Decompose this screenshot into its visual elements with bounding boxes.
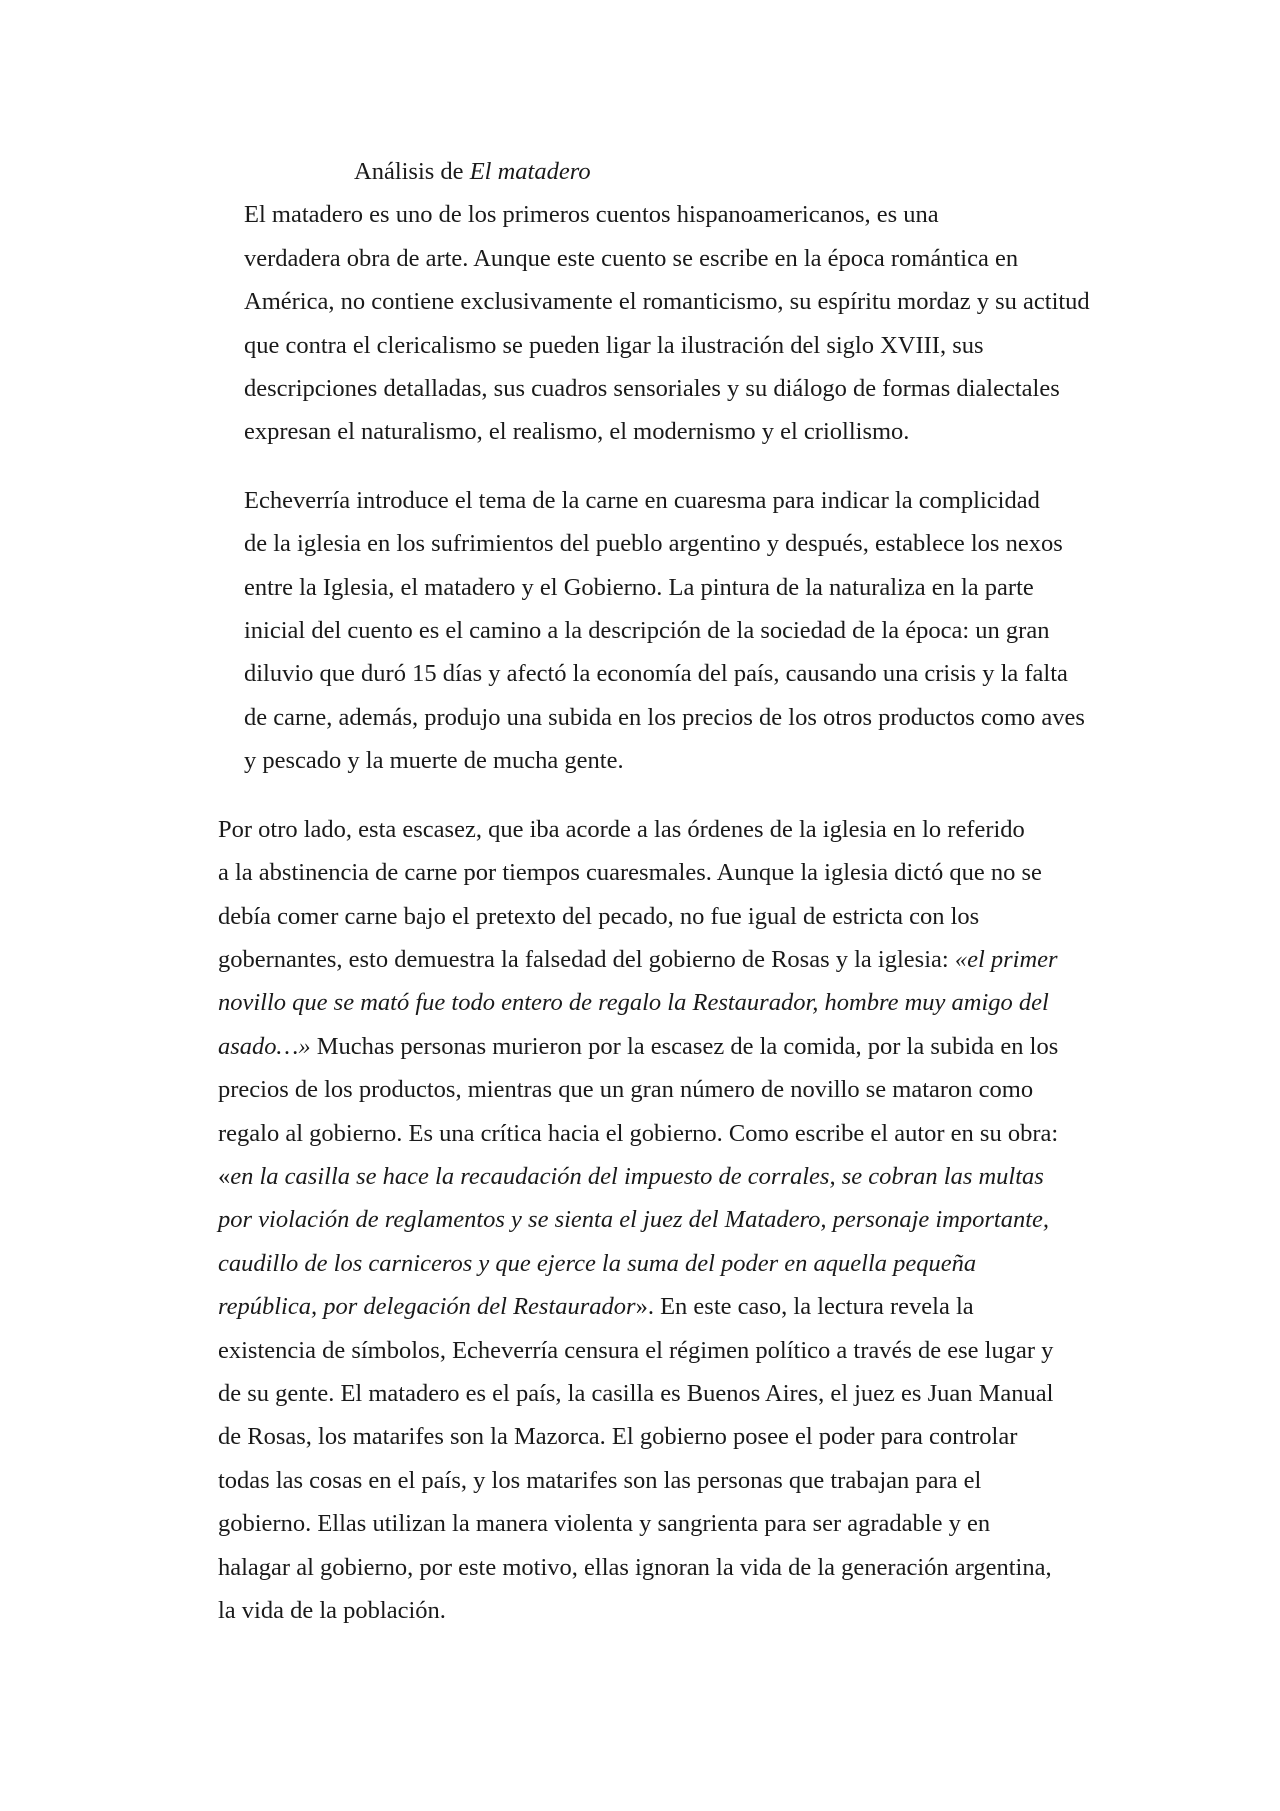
paragraph-line: halagar al gobierno, por este motivo, ellas ignoran la vida de la generación argentina, [218, 1553, 1052, 1581]
paragraph-line: descripciones detalladas, sus cuadros sensoriales y su diálogo de formas dialectales [244, 375, 1060, 403]
quote-open-mark: « [218, 1162, 231, 1190]
paragraph-line: a la abstinencia de carne por tiempos cuaresmales. Aunque la iglesia dictó que no se [218, 859, 1042, 887]
paragraph-line: Por otro lado, esta escasez, que iba acorde a las órdenes de la iglesia en lo referido [218, 815, 1025, 843]
paragraph-3 [192, 808, 1092, 1633]
paragraph-line: que contra el clericalismo se pueden ligar la ilustración del siglo XVIII, sus [244, 331, 984, 359]
title-work-name: El matadero [469, 158, 591, 185]
quote-text: «el primer [954, 945, 1058, 973]
paragraph-line: debía comer carne bajo el pretexto del pecado, no fue igual de estricta con los [218, 902, 980, 930]
quote-text: novillo que se mató fue todo entero de regalo la Restaurador, hombre muy amigo del [218, 989, 1049, 1017]
paragraph-line: precios de los productos, mientras que un gran número de novillo se mataron como [218, 1076, 1034, 1104]
document-body [192, 150, 1092, 1632]
paragraph-line: de Rosas, los matarifes son la Mazorca. El gobierno posee el poder para controlar [218, 1423, 1018, 1451]
paragraph-1 [192, 193, 1092, 453]
paragraph-line [192, 1285, 1092, 1328]
paragraph-line: y pescado y la muerte de mucha gente. [244, 747, 624, 775]
title-prefix: Análisis de [354, 158, 470, 185]
paragraph-line: la vida de la población. [218, 1597, 446, 1624]
paragraph-2 [192, 479, 1092, 783]
paragraph-line [192, 1155, 1092, 1198]
paragraph-line [192, 981, 1092, 1024]
paragraph-line: entre la Iglesia, el matadero y el Gobierno. La pintura de la naturaliza en la parte [244, 573, 1034, 601]
quote-continuation: Muchas personas murieron por la escasez de la comida, por la subida en los [310, 1032, 1059, 1060]
paragraph-line: regalo al gobierno. Es una crítica hacia el gobierno. Como escribe el autor en su obra: [218, 1119, 1059, 1147]
paragraph-line: de carne, además, produjo una subida en los precios de los otros productos como aves [244, 703, 1085, 731]
paragraph-line: diluvio que duró 15 días y afectó la economía del país, causando una crisis y la falta [244, 660, 1068, 688]
quote-text: caudillo de los carniceros y que ejerce la suma del poder en aquella pequeña [218, 1249, 977, 1277]
quote-text: en la casilla se hace la recaudación del impuesto de corrales, se cobran las multas [230, 1162, 1044, 1190]
paragraph-line [192, 938, 1092, 981]
paragraph-line: El matadero es uno de los primeros cuentos hispanoamericanos, es una [244, 201, 939, 229]
paragraph-line [192, 1025, 1092, 1068]
paragraph-line: existencia de símbolos, Echeverría censura el régimen político a través de ese lugar y [218, 1336, 1054, 1364]
document-title [192, 150, 1092, 193]
paragraph-line [192, 1242, 1092, 1285]
paragraph-line [192, 1198, 1092, 1241]
quote-lead-in: gobernantes, esto demuestra la falsedad del gobierno de Rosas y la iglesia: [218, 945, 955, 973]
paragraph-line: de la iglesia en los sufrimientos del pueblo argentino y después, establece los nexos [244, 530, 1063, 558]
quote-text: república, por delegación del Restaurador [218, 1293, 636, 1321]
paragraph-line: todas las cosas en el país, y los matarifes son las personas que trabajan para el [218, 1466, 982, 1494]
quote-text: asado…» [218, 1032, 311, 1060]
paragraph-line: de su gente. El matadero es el país, la casilla es Buenos Aires, el juez es Juan Manual [218, 1379, 1054, 1407]
paragraph-line: Echeverría introduce el tema de la carne en cuaresma para indicar la complicidad [244, 486, 1040, 514]
quote-text: por violación de reglamentos y se sienta el juez del Matadero, personaje importante, [218, 1206, 1050, 1234]
paragraph-line: América, no contiene exclusivamente el romanticismo, su espíritu mordaz y su actitud [244, 288, 1090, 316]
paragraph-line: expresan el naturalismo, el realismo, el modernismo y el criollismo. [244, 418, 910, 446]
paragraph-line: inicial del cuento es el camino a la descripción de la sociedad de la época: un gran [244, 617, 1050, 645]
quote-continuation: ». En este caso, la lectura revela la [635, 1293, 974, 1321]
paragraph-line: gobierno. Ellas utilizan la manera violenta y sangrienta para ser agradable y en [218, 1510, 991, 1538]
paragraph-line: verdadera obra de arte. Aunque este cuento se escribe en la época romántica en [244, 244, 1019, 272]
